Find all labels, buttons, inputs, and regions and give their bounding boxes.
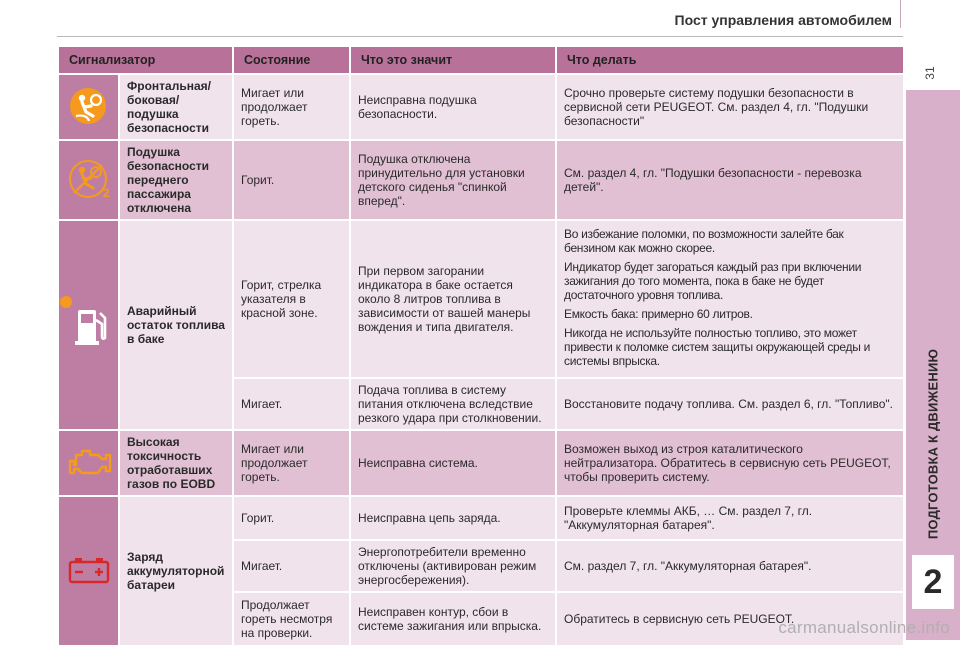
meaning-cell: Подушка отключена принудительно для установки детского сиденья "спинкой вперед". xyxy=(350,140,556,220)
meaning-cell: Неисправна цепь заряда. xyxy=(350,496,556,540)
state-cell: Горит, стрелка указателя в красной зоне. xyxy=(233,220,350,378)
header-divider xyxy=(57,36,903,37)
watermark: carmanualsonline.info xyxy=(778,618,950,637)
action-cell: Проверьте клеммы АКБ, … См. раздел 7, гл. "Аккумуляторная батарея". xyxy=(556,496,904,540)
icon-cell xyxy=(58,140,119,220)
fuel-pump-icon xyxy=(66,296,114,352)
action-note: Емкость бака: примерно 60 литров. xyxy=(564,307,753,321)
icon-cell xyxy=(58,496,119,646)
column-header-action: Что делать xyxy=(556,46,904,74)
table-row xyxy=(58,430,904,496)
meaning-cell: Энергопотребители временно отключены (активирован режим энергосбережения). xyxy=(350,540,556,592)
battery-icon xyxy=(66,554,112,589)
airbag-icon xyxy=(67,86,111,129)
icon-cell xyxy=(58,430,119,496)
page-title: Пост управления автомобилем xyxy=(674,12,892,28)
table-row xyxy=(58,74,904,140)
icon-cell xyxy=(58,74,119,140)
action-note: Никогда не используйте полностью топливо, это может привести к поломке систем защиты окружающей среды и системы впрыска. xyxy=(564,326,870,368)
action-cell xyxy=(556,220,904,378)
state-cell: Горит. xyxy=(233,496,350,540)
chapter-number: 2 xyxy=(912,555,954,609)
meaning-cell: Неисправна подушка безопасности. xyxy=(350,74,556,140)
column-header-meaning: Что это значит xyxy=(350,46,556,74)
table-row xyxy=(58,496,904,540)
icon-cell xyxy=(58,220,119,430)
action-cell: См. раздел 7, гл. "Аккумуляторная батарея". xyxy=(556,540,904,592)
meaning-cell: При первом загорании индикатора в баке остается около 8 литров топлива в зависимости от вашей манеры вождения и типа двигателя. xyxy=(350,220,556,378)
state-cell: Мигает или продолжает гореть. xyxy=(233,74,350,140)
indicator-name: Фронтальная/ боковая/ подушка безопасности xyxy=(119,74,233,140)
table-header-row xyxy=(58,46,904,74)
svg-text:2: 2 xyxy=(103,185,110,200)
passenger-airbag-off-icon xyxy=(66,157,114,204)
state-cell: Мигает. xyxy=(233,378,350,430)
chapter-label: ПОДГОТОВКА К ДВИЖЕНИЮ xyxy=(925,348,941,540)
indicator-name: Заряд аккумуляторной батареи xyxy=(119,496,233,646)
engine-check-icon xyxy=(66,445,118,482)
action-cell: См. раздел 4, гл. "Подушки безопасности - перевозка детей". xyxy=(556,140,904,220)
warning-dot-icon xyxy=(60,296,72,308)
meaning-cell: Неисправен контур, сбои в системе зажигания или впрыска. xyxy=(350,592,556,646)
column-header-state: Состояние xyxy=(233,46,350,74)
corner-decoration xyxy=(900,0,901,28)
meaning-cell: Неисправна система. xyxy=(350,430,556,496)
state-cell: Мигает. xyxy=(233,540,350,592)
indicator-name: Аварийный остаток топлива в баке xyxy=(119,220,233,430)
action-note: Во избежание поломки, по возможности залейте бак бензином как можно скорее. xyxy=(564,227,844,255)
action-cell: Обратитесь в сервисную сеть PEUGEOT. xyxy=(556,592,904,646)
page-number: 31 xyxy=(923,66,937,80)
indicator-name: Высокая токсичность отработавших газов по EOBD xyxy=(119,430,233,496)
table-row xyxy=(58,220,904,378)
action-note: Индикатор будет загораться каждый раз при включении зажигания до того момента, пока в баке не будет достаточного уровня топлива. xyxy=(564,260,862,302)
state-cell: Продолжает гореть несмотря на проверки. xyxy=(233,592,350,646)
warning-lights-table xyxy=(57,45,905,647)
state-cell: Мигает или продолжает гореть. xyxy=(233,430,350,496)
state-cell: Горит. xyxy=(233,140,350,220)
table-row xyxy=(58,140,904,220)
meaning-cell: Подача топлива в систему питания отключена вследствие резкого удара при столкновении. xyxy=(350,378,556,430)
action-cell: Восстановите подачу топлива. См. раздел 6, гл. "Топливо". xyxy=(556,378,904,430)
action-cell: Возможен выход из строя каталитического нейтрализатора. Обратитесь в сервисную сеть PEUGEOT, чтобы проверить систему. xyxy=(556,430,904,496)
column-header-indicator: Сигнализатор xyxy=(58,46,233,74)
indicator-name: Подушка безопасности переднего пассажира отключена xyxy=(119,140,233,220)
action-cell: Срочно проверьте систему подушки безопасности в сервисной сети PEUGEOT. См. раздел 4, гл. "Подушки безопасности" xyxy=(556,74,904,140)
